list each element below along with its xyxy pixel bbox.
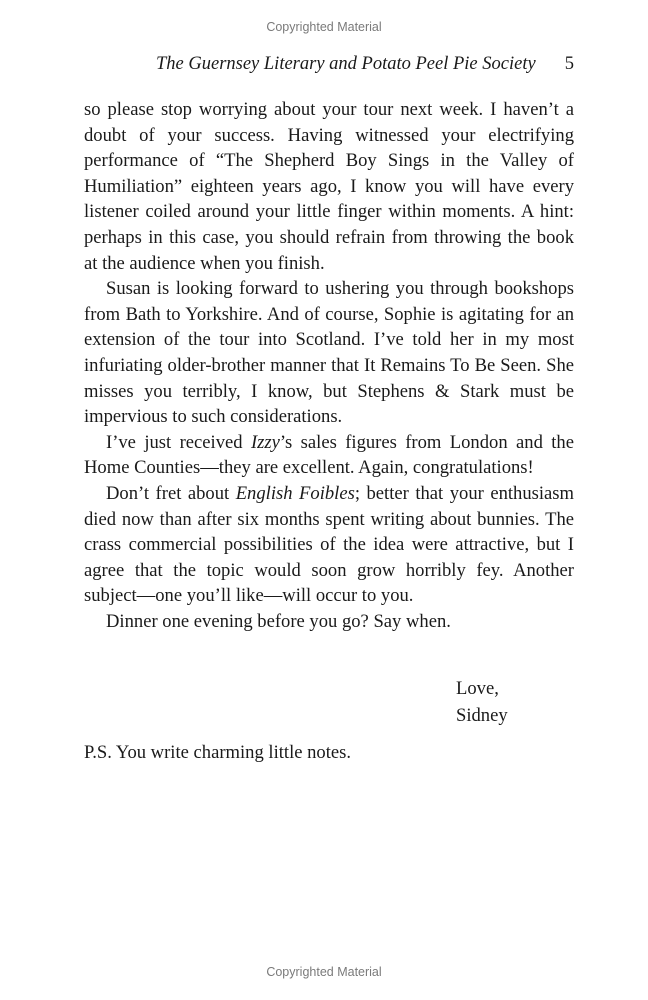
paragraph: so please stop worrying about your tour next week. I haven’t a doubt of your success. Having witnessed your electrifying performance of “The Shepherd Boy Sings in the Valley of Humiliation” eighteen years ago, I know you will have every listener coiled around your little finger within moments. A hint: perhaps in this case, you should refrain from throwing the book at the audience when you finish. — [84, 99, 574, 274]
paragraph — [84, 430, 574, 481]
signature-name: Sidney — [456, 705, 508, 726]
postscript: P.S. You write charming little notes. — [84, 742, 352, 763]
letter-signoff — [456, 675, 508, 729]
paragraph-text: ’s sales figures from London and the Home Counties—they are excellent. Again, congratulations! — [84, 431, 574, 479]
paragraph: Susan is looking forward to ushering you through bookshops from Bath to Yorkshire. And of course, Sophie is agitating for an extension of the tour into Scotland. I’ve told her in my most infuriating older-brother manner that It Remains To Be Seen. She misses you terribly, I know, but Stephens & Stark must be impervious to such considerations. — [84, 278, 574, 428]
running-head — [84, 54, 574, 80]
book-title-italic: English Foibles — [235, 482, 355, 504]
book-title-italic: Izzy — [250, 431, 280, 453]
copyright-watermark-top: Copyrighted Material — [266, 20, 382, 34]
paragraph-text: ; better that your enthusiasm died now than after six months spent writing about bunnies. The crass commercial possibilities of the idea were attractive, but I agree that the topic would soon grow horribly fey. Another subject—one you’ll like—will occur to you. — [84, 482, 574, 607]
paragraph-text: Don’t fret about — [106, 482, 236, 504]
paragraph: Dinner one evening before you go? Say when. — [106, 610, 451, 632]
paragraph — [84, 481, 574, 609]
letter-body — [84, 97, 574, 634]
closing: Love, — [456, 678, 499, 699]
book-title: The Guernsey Literary and Potato Peel Pie Society — [156, 54, 536, 74]
paragraph-text: I’ve just received — [106, 431, 251, 453]
copyright-watermark-bottom: Copyrighted Material — [266, 965, 382, 979]
page-number: 5 — [564, 54, 574, 74]
